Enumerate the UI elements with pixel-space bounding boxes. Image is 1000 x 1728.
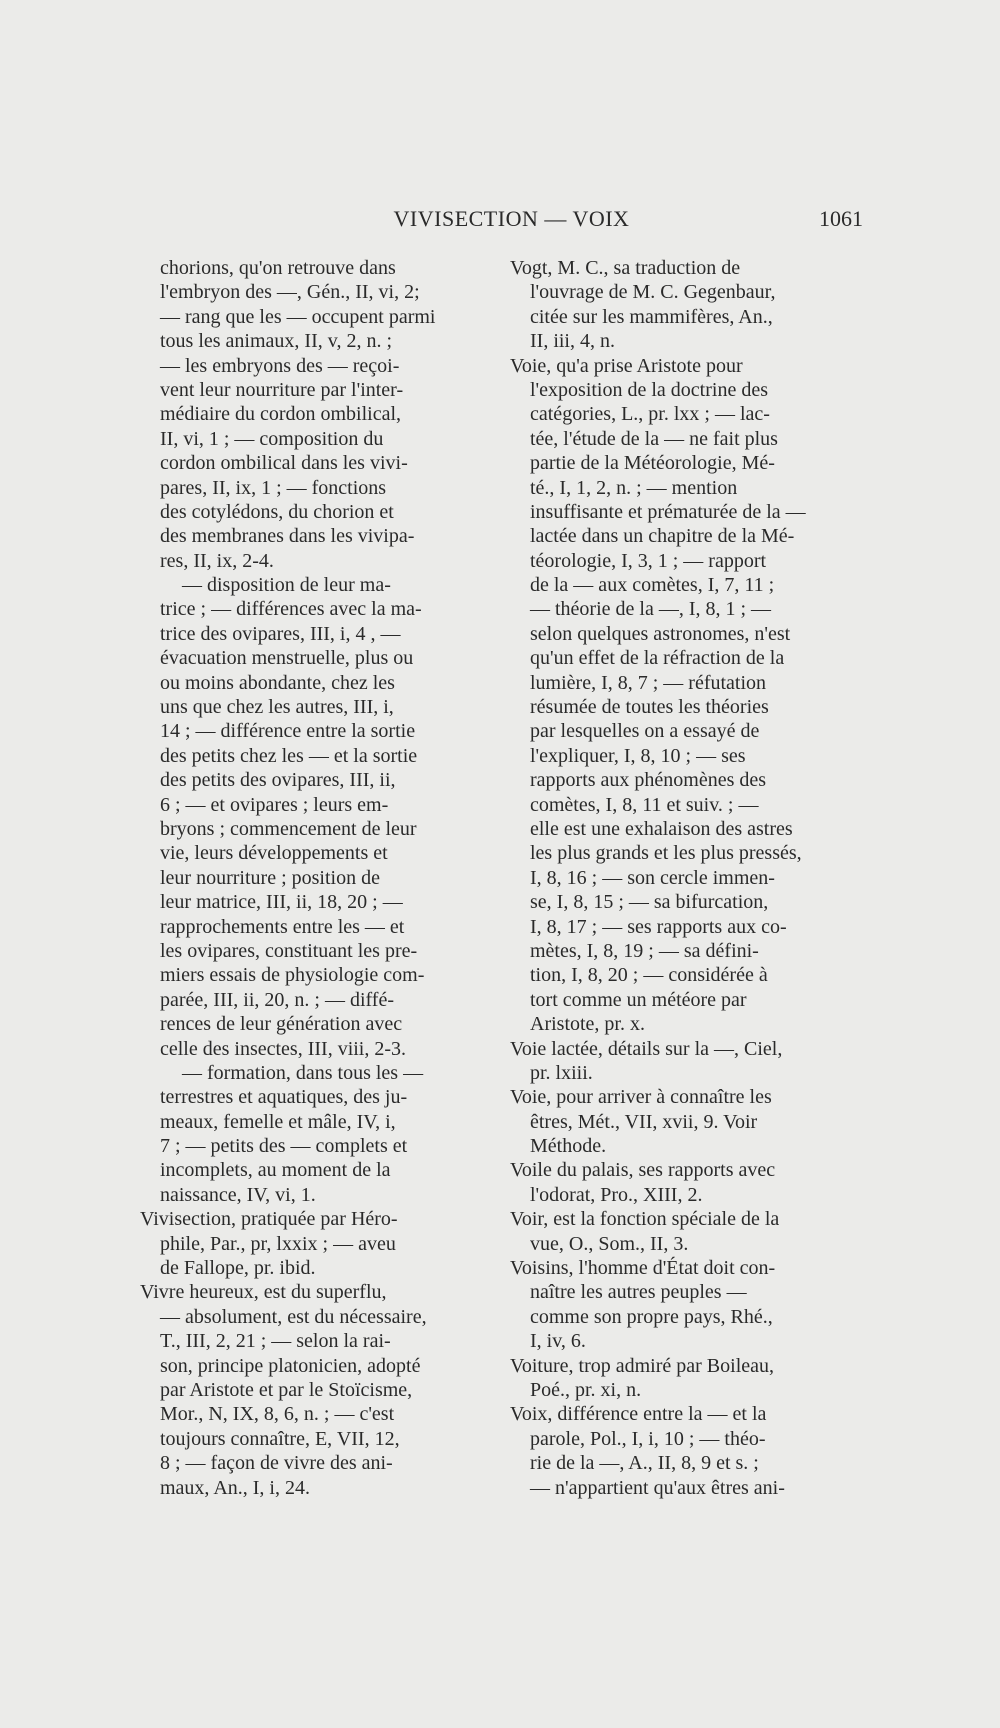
text-line: meaux, femelle et mâle, IV, i, — [160, 1110, 396, 1133]
right-column — [510, 256, 865, 1500]
text-line: — disposition de leur ma- — [182, 574, 391, 597]
text-line: — formation, dans tous les — — [182, 1061, 424, 1084]
text-line: Aristote, pr. x. — [530, 1013, 645, 1036]
text-line: se, I, 8, 15 ; — sa bifurcation, — [530, 891, 769, 914]
text-line: rapports aux phénomènes des — [530, 769, 767, 792]
text-line: Voie, pour arriver à connaître les — [510, 1086, 772, 1109]
text-line: I, iv, 6. — [530, 1330, 586, 1353]
text-line: rences de leur génération avec — [160, 1013, 403, 1036]
text-line: Mor., N, IX, 8, 6, n. ; — c'est — [160, 1403, 395, 1426]
running-head: VIVISECTION — VOIX — [393, 206, 630, 231]
text-line: Voiture, trop admiré par Boileau, — [510, 1354, 775, 1377]
text-line: bryons ; commencement de leur — [160, 817, 417, 840]
text-line: pares, II, ix, 1 ; — fonctions — [160, 476, 387, 499]
text-line: vent leur nourriture par l'inter- — [160, 378, 404, 401]
text-line: miers essais de physiologie com- — [160, 964, 425, 987]
text-line: des petits des ovipares, III, ii, — [160, 769, 396, 792]
text-line: 8 ; — façon de vivre des ani- — [160, 1452, 393, 1475]
text-line: I, 8, 16 ; — son cercle immen- — [530, 866, 775, 889]
page-number: 1061 — [819, 206, 863, 231]
text-line: celle des insectes, III, viii, 2-3. — [160, 1037, 407, 1060]
page-header — [160, 206, 863, 236]
text-line: 6 ; — et ovipares ; leurs em- — [160, 793, 389, 816]
text-line: partie de la Météorologie, Mé- — [530, 452, 775, 475]
text-line: de la — aux comètes, I, 7, 11 ; — [530, 574, 775, 597]
text-line: phile, Par., pr, lxxix ; — aveu — [160, 1232, 396, 1255]
text-line: chorions, qu'on retrouve dans — [160, 257, 396, 279]
text-line: comètes, I, 8, 11 et suiv. ; — — [530, 793, 759, 816]
text-line: Voir, est la fonction spéciale de la — [510, 1208, 780, 1231]
text-line: tion, I, 8, 20 ; — considérée à — [530, 964, 768, 987]
text-line: des petits chez les — et la sortie — [160, 744, 418, 767]
text-line: naître les autres peuples — — [530, 1281, 747, 1304]
text-line: citée sur les mammifères, An., — [530, 305, 773, 328]
text-line: par lesquelles on a essayé de — [530, 720, 760, 743]
text-line: tort comme un météore par — [530, 988, 747, 1011]
text-line: vie, leurs développements et — [160, 842, 388, 865]
text-line: cordon ombilical dans les vivi- — [160, 452, 408, 475]
text-line: Poé., pr. xi, n. — [530, 1378, 642, 1401]
text-line: tée, l'étude de la — ne fait plus — [530, 427, 778, 450]
text-line: êtres, Mét., VII, xvii, 9. Voir — [530, 1110, 758, 1133]
text-line: son, principe platonicien, adopté — [160, 1354, 421, 1377]
text-line: l'odorat, Pro., XIII, 2. — [530, 1183, 703, 1206]
text-line: trice ; — différences avec la ma- — [160, 598, 422, 621]
text-line: Vivre heureux, est du superflu, — [140, 1281, 387, 1304]
text-line: qu'un effet de la réfraction de la — [530, 647, 785, 670]
text-line: 14 ; — différence entre la sortie — [160, 720, 416, 743]
text-line: — n'appartient qu'aux êtres ani- — [530, 1476, 785, 1499]
text-line: mètes, I, 8, 19 ; — sa défini- — [530, 939, 759, 962]
text-line: I, 8, 17 ; — ses rapports aux co- — [530, 915, 787, 938]
text-line: maux, An., I, i, 24. — [160, 1476, 310, 1499]
text-line: T., III, 2, 21 ; — selon la rai- — [160, 1330, 391, 1353]
text-line: par Aristote et par le Stoïcisme, — [160, 1378, 413, 1401]
text-line: lumière, I, 8, 7 ; — réfutation — [530, 671, 767, 694]
text-line: résumée de toutes les théories — [530, 696, 769, 719]
text-line: leur matrice, III, ii, 18, 20 ; — — [160, 891, 403, 914]
text-line: tous les animaux, II, v, 2, n. ; — [160, 330, 393, 353]
text-line: les ovipares, constituant les pre- — [160, 939, 418, 962]
text-line: médiaire du cordon ombilical, — [160, 403, 402, 426]
text-line: Méthode. — [530, 1135, 607, 1158]
text-line: trice des ovipares, III, i, 4 , — — [160, 622, 401, 645]
text-line: des cotylédons, du chorion et — [160, 500, 394, 523]
text-line: catégories, L., pr. lxx ; — lac- — [530, 403, 770, 426]
text-line: l'exposition de la doctrine des — [530, 378, 768, 401]
text-line: Voix, différence entre la — et la — [510, 1403, 767, 1426]
text-line: lactée dans un chapitre de la Mé- — [530, 525, 795, 548]
text-line: parée, III, ii, 20, n. ; — diffé- — [160, 988, 394, 1011]
text-line: rie de la —, A., II, 8, 9 et s. ; — [530, 1452, 759, 1475]
text-line: — les embryons des — reçoi- — [160, 354, 400, 377]
text-line: évacuation menstruelle, plus ou — [160, 647, 414, 670]
text-line: les plus grands et les plus pressés, — [530, 842, 802, 865]
text-line: — absolument, est du nécessaire, — [160, 1305, 427, 1328]
text-line: Vivisection, pratiquée par Héro- — [140, 1208, 398, 1231]
left-column — [140, 256, 495, 1500]
text-line: leur nourriture ; position de — [160, 866, 380, 889]
text-line: — rang que les — occupent parmi — [160, 305, 436, 328]
text-line: Voisins, l'homme d'État doit con- — [510, 1257, 776, 1280]
text-line: téorologie, I, 3, 1 ; — rapport — [530, 549, 767, 572]
text-line: l'ouvrage de M. C. Gegenbaur, — [530, 281, 776, 304]
text-line: — théorie de la —, I, 8, 1 ; — — [530, 598, 772, 621]
text-line: res, II, ix, 2-4. — [160, 549, 274, 572]
text-line: des membranes dans les vivipa- — [160, 525, 415, 548]
text-line: parole, Pol., I, i, 10 ; — théo- — [530, 1427, 766, 1450]
text-line: 7 ; — petits des — complets et — [160, 1135, 408, 1158]
text-line: Vogt, M. C., sa traduction de — [510, 257, 741, 279]
text-line: rapprochements entre les — et — [160, 915, 405, 938]
text-line: vue, O., Som., II, 3. — [530, 1232, 689, 1255]
text-line: l'embryon des —, Gén., II, vi, 2; — [160, 281, 420, 304]
text-line: incomplets, au moment de la — [160, 1159, 391, 1182]
text-line: Voile du palais, ses rapports avec — [510, 1159, 776, 1182]
text-line: II, vi, 1 ; — composition du — [160, 427, 384, 450]
text-line: terrestres et aquatiques, des ju- — [160, 1086, 408, 1109]
text-line: de Fallope, pr. ibid. — [160, 1257, 316, 1280]
text-line: comme son propre pays, Rhé., — [530, 1305, 773, 1328]
text-line: Voie, qu'a prise Aristote pour — [510, 354, 743, 377]
text-line: pr. lxiii. — [530, 1061, 593, 1084]
text-line: insuffisante et prématurée de la — — [530, 500, 806, 523]
text-line: toujours connaître, E, VII, 12, — [160, 1427, 400, 1450]
text-line: Voie lactée, détails sur la —, Ciel, — [510, 1037, 783, 1060]
text-line: elle est une exhalaison des astres — [530, 817, 793, 840]
text-line: l'expliquer, I, 8, 10 ; — ses — [530, 744, 746, 767]
text-line: II, iii, 4, n. — [530, 330, 615, 353]
text-line: té., I, 1, 2, n. ; — mention — [530, 476, 738, 499]
text-line: uns que chez les autres, III, i, — [160, 696, 394, 719]
text-line: ou moins abondante, chez les — [160, 671, 395, 694]
text-line: selon quelques astronomes, n'est — [530, 622, 791, 645]
text-line: naissance, IV, vi, 1. — [160, 1183, 316, 1206]
